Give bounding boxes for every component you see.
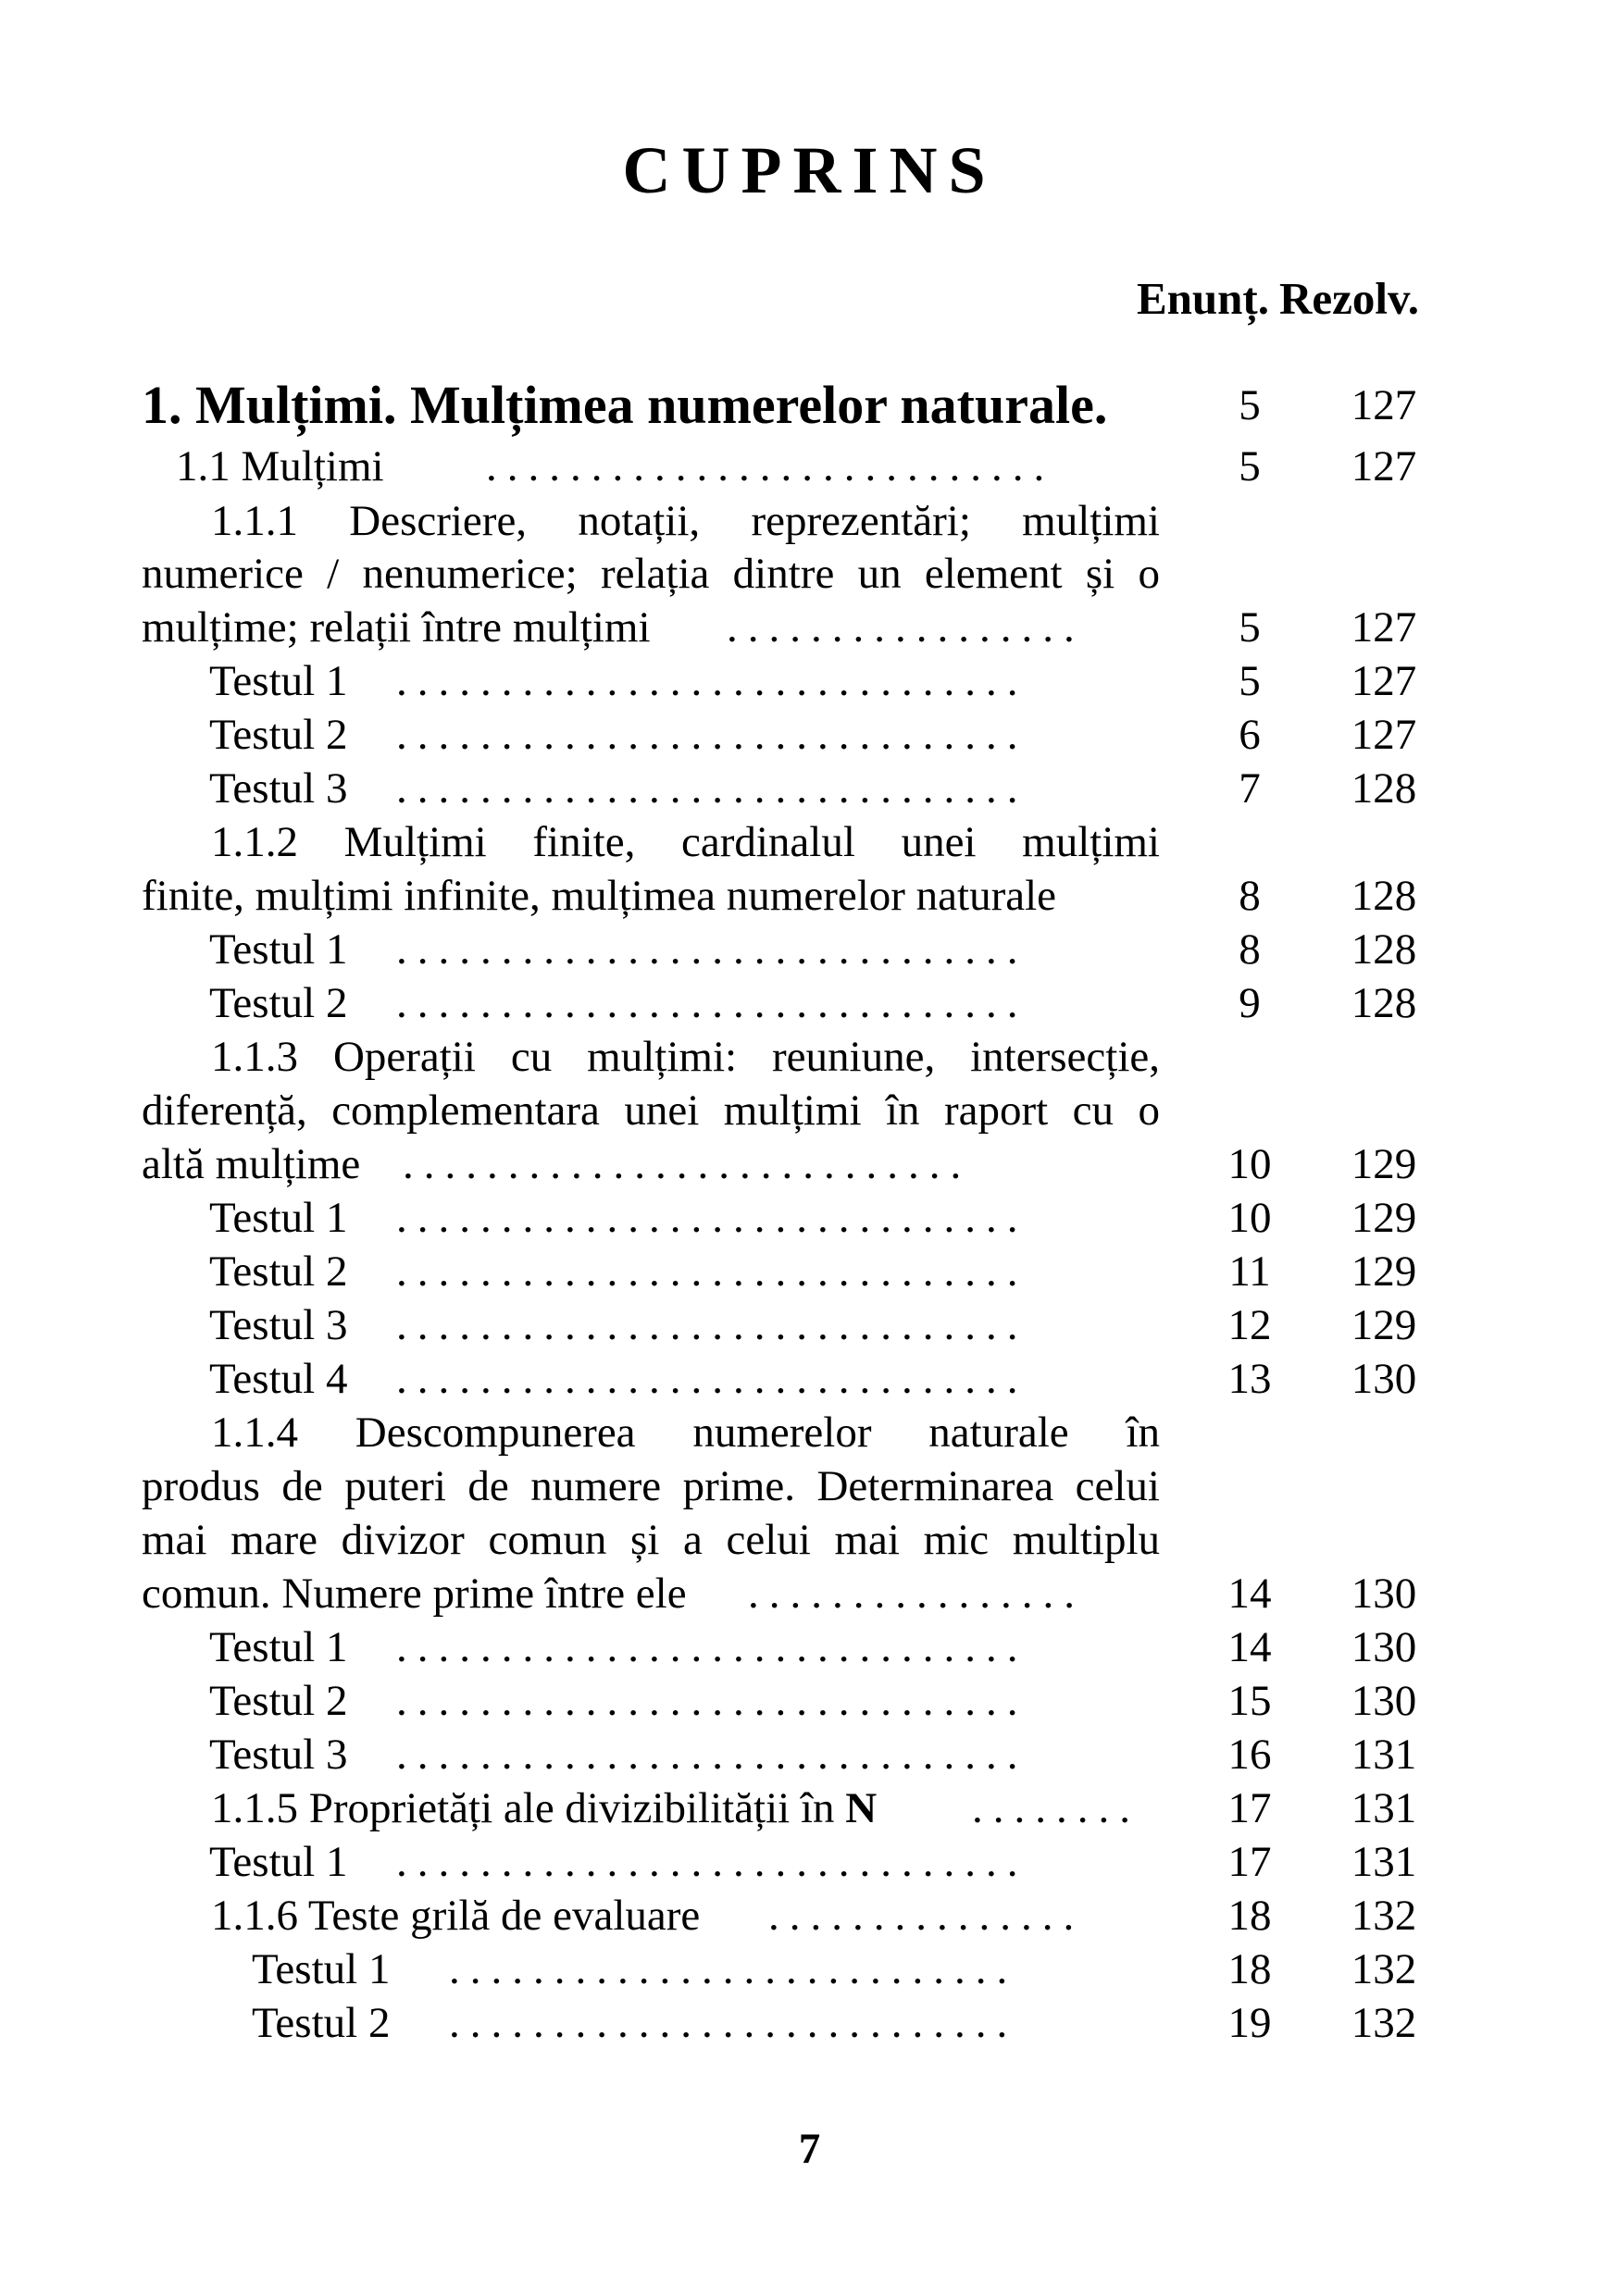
test-label: Testul 1 [209,1838,348,1886]
leader-dots: .............................. [396,1731,1028,1779]
leader-dots: ........................... [449,1945,1018,1993]
subsection-title: 1.1.6 Teste grilă de evaluare [211,1892,701,1940]
enunt-page: 11 [1228,1247,1271,1296]
leader-dots: .............................. [396,657,1028,705]
page-number: 7 [798,2125,821,2173]
rezolv-page: 129 [1351,1247,1417,1296]
toc-subsection-text: produs de puteri de numere prime. Determinarea celui [142,1462,1160,1510]
rezolv-page: 128 [1351,979,1417,1027]
toc-test-row[interactable] [0,1673,1619,1729]
leader-dots: .............................. [396,1194,1028,1242]
toc-subsection-1-1-2[interactable] [0,868,1619,924]
leader-dots: ................. [727,603,1085,652]
column-header-enunt: Enunț. [1137,273,1270,324]
rezolv-page: 127 [1351,381,1417,429]
enunt-page: 14 [1227,1570,1272,1618]
toc-section-1-1[interactable] [0,439,1619,494]
toc-subsection-1-1-4[interactable] [0,1566,1619,1621]
toc-test-row[interactable] [0,975,1619,1031]
toc-test-row[interactable] [0,1995,1619,2051]
rezolv-page: 132 [1351,1945,1417,1993]
test-label: Testul 2 [209,1677,348,1725]
toc-subsection-1-1-3[interactable] [0,1136,1619,1192]
section-title: 1.1 Mulțimi [176,442,384,490]
test-label: Testul 1 [209,657,348,705]
toc-test-row[interactable] [0,653,1619,709]
leader-dots: ................ [748,1570,1085,1618]
enunt-page: 17 [1227,1838,1272,1886]
test-label: Testul 3 [209,1301,348,1349]
rezolv-page: 127 [1351,442,1417,490]
rezolv-page: 127 [1351,711,1417,759]
rezolv-page: 128 [1351,872,1417,920]
toc-test-row[interactable] [0,761,1619,816]
leader-dots: .............................. [396,1838,1028,1886]
enunt-page: 5 [1239,442,1261,490]
leader-dots: .............................. [396,1623,1028,1671]
rezolv-page: 129 [1351,1194,1417,1242]
test-label: Testul 1 [209,1194,348,1242]
rezolv-page: 132 [1351,1892,1417,1940]
leader-dots: ........ [972,1784,1140,1832]
enunt-page: 10 [1227,1194,1272,1242]
toc-test-row[interactable] [0,1297,1619,1353]
test-label: Testul 2 [252,1999,391,2047]
toc-test-row[interactable] [0,1727,1619,1782]
toc-subsection-text: mai mare divizor comun și a celui mai mic multiplu [142,1516,1160,1564]
rezolv-page: 129 [1351,1301,1417,1349]
leader-dots: .............................. [396,1355,1028,1403]
test-label: Testul 3 [209,764,348,813]
natural-numbers-symbol: N [845,1784,878,1832]
subsection-title: comun. Numere prime între ele [142,1570,687,1618]
leader-dots: .............................. [396,764,1028,813]
test-label: Testul 2 [209,711,348,759]
enunt-page: 7 [1239,764,1261,813]
toc-subsection-1-1-5[interactable] [0,1781,1619,1836]
rezolv-page: 128 [1351,764,1417,813]
toc-test-row[interactable] [0,1942,1619,1997]
toc-subsection-1-1-1[interactable] [0,600,1619,655]
rezolv-page: 130 [1351,1623,1417,1671]
chapter-title: 1. Mulțimi. Mulțimea numerelor naturale. [142,375,1108,435]
toc-subsection-text: 1.1.4 Descompunerea numerelor naturale în [211,1409,1160,1457]
toc-subsection-1-1-6[interactable] [0,1888,1619,1943]
toc-test-row[interactable] [0,1190,1619,1246]
toc-test-row[interactable] [0,1620,1619,1675]
test-label: Testul 1 [252,1945,391,1993]
leader-dots: ............... [768,1892,1085,1940]
rezolv-page: 131 [1351,1731,1417,1779]
enunt-page: 5 [1239,657,1261,705]
leader-dots: .............................. [396,979,1028,1027]
test-label: Testul 1 [209,925,348,974]
subsection-title: altă mulțime [142,1140,361,1188]
rezolv-page: 131 [1351,1838,1417,1886]
toc-test-row[interactable] [0,1834,1619,1890]
enunt-page: 18 [1227,1945,1272,1993]
test-label: Testul 1 [209,1623,348,1671]
enunt-page: 19 [1227,1999,1272,2047]
leader-dots: ........................... [449,1999,1018,2047]
toc-subsection-text: numerice / nenumerice; relația dintre un element și o [142,550,1160,598]
test-label: Testul 4 [209,1355,348,1403]
test-label: Testul 2 [209,979,348,1027]
rezolv-page: 130 [1351,1677,1417,1725]
toc-test-row[interactable] [0,922,1619,977]
toc-test-row[interactable] [0,707,1619,763]
leader-dots: ........................... [486,442,1055,490]
toc-subsection-text: diferență, complementara unei mulțimi în raport cu o [142,1086,1160,1135]
toc-subsection-text: 1.1.1 Descriere, notații, reprezentări; mulțimi [211,497,1160,545]
page-title: CUPRINS [622,133,997,207]
leader-dots: .............................. [396,711,1028,759]
toc-subsection-text: 1.1.3 Operații cu mulțimi: reuniune, intersecție, [211,1033,1160,1081]
enunt-page: 15 [1227,1677,1272,1725]
rezolv-page: 130 [1351,1355,1417,1403]
subsection-title-text: 1.1.5 Proprietăți ale divizibilității în [211,1784,835,1832]
rezolv-page: 130 [1351,1570,1417,1618]
enunt-page: 6 [1239,711,1261,759]
leader-dots: .............................. [396,1677,1028,1725]
rezolv-page: 131 [1351,1784,1417,1832]
enunt-page: 17 [1227,1784,1272,1832]
toc-subsection-text: 1.1.2 Mulțimi finite, cardinalul unei mulțimi [211,818,1160,866]
leader-dots: .............................. [396,925,1028,974]
toc-test-row[interactable] [0,1351,1619,1407]
enunt-page: 8 [1239,872,1261,920]
rezolv-page: 128 [1351,925,1417,974]
rezolv-page: 127 [1351,657,1417,705]
enunt-page: 8 [1239,925,1261,974]
subsection-title: finite, mulțimi infinite, mulțimea numerelor naturale [142,872,1057,920]
enunt-page: 14 [1227,1623,1272,1671]
enunt-page: 5 [1239,603,1261,652]
enunt-page: 10 [1227,1140,1272,1188]
enunt-page: 5 [1239,381,1261,429]
toc-chapter-1[interactable] [0,375,1619,435]
column-header-rezolv: Rezolv. [1279,273,1420,324]
rezolv-page: 132 [1351,1999,1417,2047]
leader-dots: .............................. [396,1247,1028,1296]
enunt-page: 13 [1227,1355,1272,1403]
enunt-page: 16 [1227,1731,1272,1779]
enunt-page: 12 [1227,1301,1272,1349]
toc-test-row[interactable] [0,1244,1619,1299]
test-label: Testul 3 [209,1731,348,1779]
subsection-title [211,1781,877,1836]
enunt-page: 18 [1227,1892,1272,1940]
leader-dots: .............................. [396,1301,1028,1349]
subsection-title: mulțime; relații între mulțimi [142,603,651,652]
test-label: Testul 2 [209,1247,348,1296]
enunt-page: 9 [1239,979,1261,1027]
rezolv-page: 127 [1351,603,1417,652]
leader-dots: ........................... [403,1140,972,1188]
rezolv-page: 129 [1351,1140,1417,1188]
